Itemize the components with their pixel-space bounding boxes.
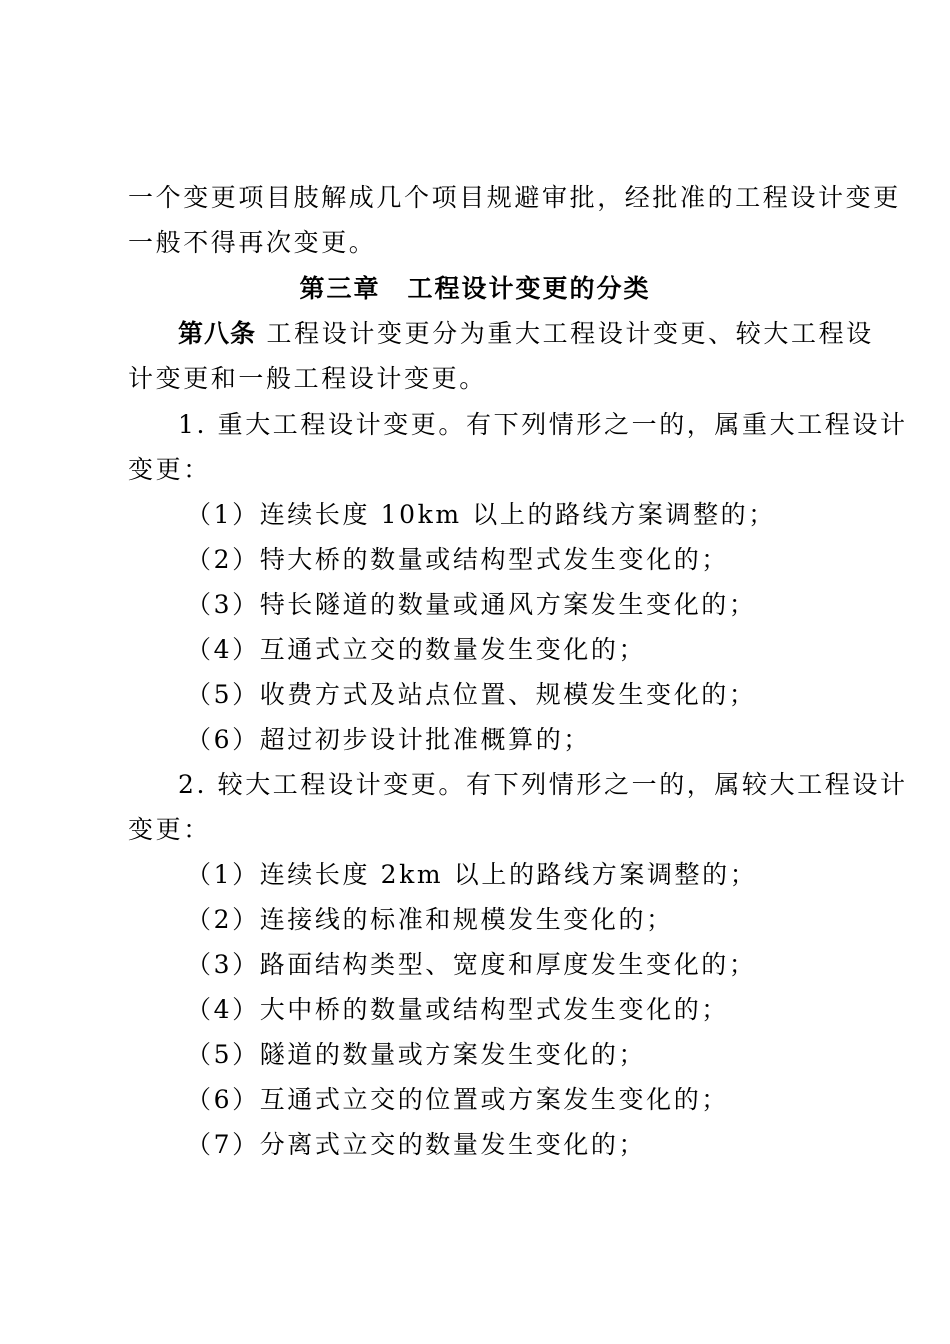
article-8-line-1 [178, 317, 898, 351]
larger-intro-line-1: 2. 较大工程设计变更。有下列情形之一的，属较大工程设计 [178, 770, 908, 799]
major-item-6: （6）超过初步设计批准概算的； [186, 725, 591, 754]
intro-line-1: 一个变更项目肢解成几个项目规避审批，经批准的工程设计变更 [128, 183, 901, 212]
article-8-line-2: 计变更和一般工程设计变更。 [128, 364, 487, 393]
major-item-1: （1）连续长度 10km 以上的路线方案调整的； [186, 500, 776, 529]
major-item-3: （3）特长隧道的数量或通风方案发生变化的； [186, 590, 757, 619]
larger-item-7: （7）分离式立交的数量发生变化的； [186, 1130, 647, 1159]
larger-item-4: （4）大中桥的数量或结构型式发生变化的； [186, 995, 729, 1024]
larger-item-2: （2）连接线的标准和规模发生变化的； [186, 905, 674, 934]
larger-item-3: （3）路面结构类型、宽度和厚度发生变化的； [186, 950, 757, 979]
article-8-text: 工程设计变更分为重大工程设计变更、较大工程设 [256, 319, 874, 348]
major-item-2: （2）特大桥的数量或结构型式发生变化的； [186, 545, 729, 574]
larger-item-1: （1）连续长度 2km 以上的路线方案调整的； [186, 860, 758, 889]
larger-item-5: （5）隧道的数量或方案发生变化的； [186, 1040, 647, 1069]
major-item-4: （4）互通式立交的数量发生变化的； [186, 635, 647, 664]
article-8-label: 第八条 [178, 319, 257, 348]
larger-item-6: （6）互通式立交的位置或方案发生变化的； [186, 1085, 729, 1114]
major-item-5: （5）收费方式及站点位置、规模发生变化的； [186, 680, 757, 709]
intro-line-2: 一般不得再次变更。 [128, 228, 377, 257]
major-intro-line-2: 变更： [128, 455, 211, 484]
chapter-title: 第三章 工程设计变更的分类 [299, 274, 651, 303]
larger-intro-line-2: 变更： [128, 815, 211, 844]
major-intro-line-1: 1. 重大工程设计变更。有下列情形之一的，属重大工程设计 [178, 410, 908, 439]
